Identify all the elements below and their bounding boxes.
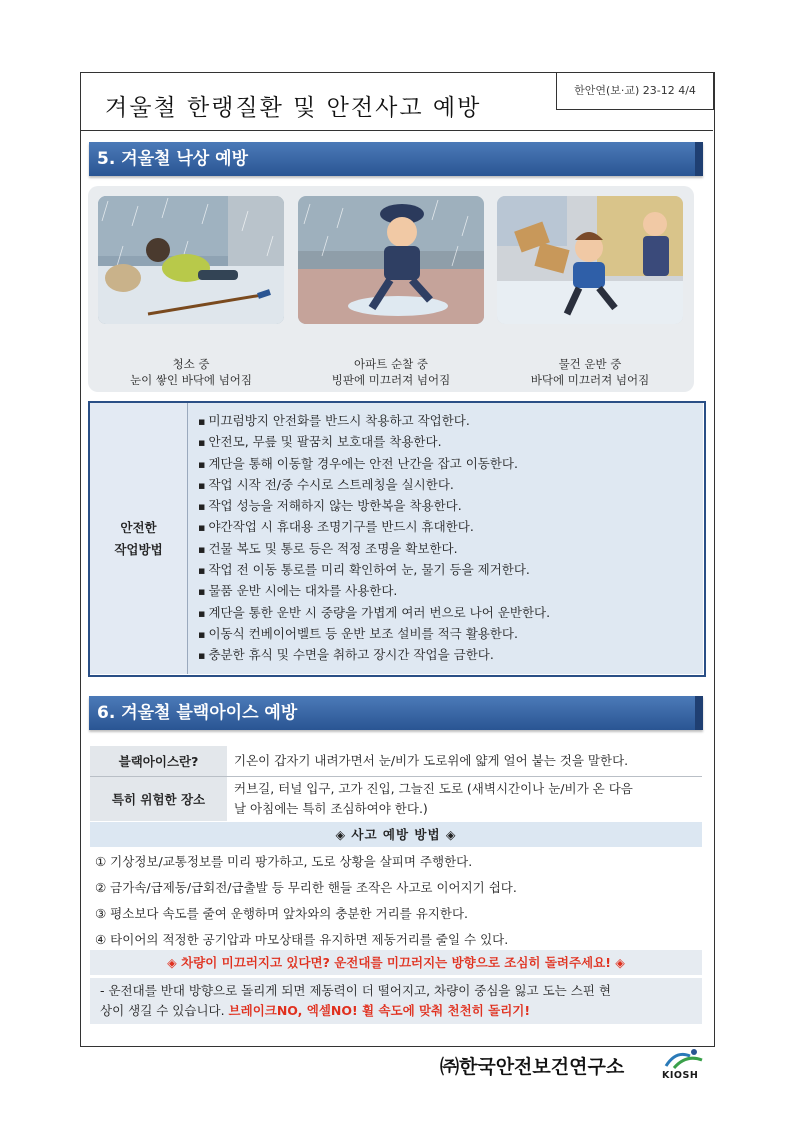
prevention-heading: ◈ 사고 예방 방법 ◈ — [90, 822, 702, 847]
document-code: 한안연(보·교) 23-12 4/4 — [556, 72, 714, 110]
method-item: ▪ 충분한 휴식 및 수면을 취하고 장시간 작업을 금한다. — [198, 644, 703, 665]
page-title: 겨울철 한랭질환 및 안전사고 예방 — [105, 95, 482, 121]
illustration-caption-3 — [490, 356, 690, 388]
danger-zone-label: 특히 위험한 장소 — [90, 777, 227, 821]
section5-header — [89, 142, 703, 176]
safe-work-methods-table — [88, 401, 706, 677]
caption-3-line2: 바닥에 미끄러져 넘어짐 — [530, 373, 650, 387]
caption-2-line2: 빙판에 미끄러져 넘어짐 — [331, 373, 451, 387]
alert-line2-emphasis: 브레이크NO, 엑셀NO! 휠 속도에 맞춰 천천히 돌리기! — [228, 1003, 531, 1018]
organization-name: ㈜한국안전보건연구소 — [440, 1056, 625, 1078]
prevention-item: ④ 타이어의 적정한 공기압과 마모상태를 유지하면 제동거리를 줄일 수 있다. — [95, 932, 509, 947]
caption-1-line2: 눈이 쌓인 바닥에 넘어짐 — [129, 373, 253, 387]
illustration-cleaning-fall — [98, 196, 284, 324]
method-item: ▪ 건물 복도 및 통로 등은 적정 조명을 확보한다. — [198, 538, 703, 559]
prevention-item: ③ 평소보다 속도를 줄여 운행하며 앞차와의 충분한 거리를 유지한다. — [95, 906, 468, 921]
method-item: ▪ 작업 시작 전/중 수시로 스트레칭을 실시한다. — [198, 474, 703, 495]
alert-line2 — [100, 1001, 692, 1021]
danger-zone-line1: 커브길, 터널 입구, 고가 진입, 그늘진 도로 (새벽시간이나 눈/비가 온 다음 — [234, 781, 633, 796]
title-row — [81, 73, 713, 131]
illustration-caption-2 — [291, 356, 491, 388]
logo-text: KIOSH — [662, 1070, 699, 1081]
illustration-patrol-slip — [298, 196, 484, 324]
methods-label-line2: 작업방법 — [114, 541, 163, 557]
method-item: ▪ 작업 성능을 저해하지 않는 방한복을 착용한다. — [198, 495, 703, 516]
method-item: ▪ 계단을 통해 이동할 경우에는 안전 난간을 잡고 이동한다. — [198, 453, 703, 474]
caption-2-line1: 아파트 순찰 중 — [354, 357, 428, 371]
alert-line1: - 운전대를 반대 방향으로 돌리게 되면 제동력이 더 떨어지고, 차량이 중심을 잃고 도는 스핀 현 — [100, 983, 611, 998]
section5-title: 5. 겨울철 낙상 예방 — [97, 149, 248, 169]
section6-header — [89, 696, 703, 730]
method-item: ▪ 작업 전 이동 통로를 미리 확인하여 눈, 물기 등을 제거한다. — [198, 559, 703, 580]
prevention-item: ① 기상정보/교통정보를 미리 팡가하고, 도로 상황을 살피며 주행한다. — [95, 854, 473, 869]
methods-label-line1: 안전한 — [120, 519, 157, 535]
method-item: ▪ 안전모, 무릎 및 팔꿈치 보호대를 착용한다. — [198, 431, 703, 452]
section-bar-accent — [695, 696, 703, 730]
definition-label: 블랙아이스란? — [90, 746, 227, 776]
definition-text: 기온이 갑자기 내려가면서 눈/비가 도로위에 얇게 얼어 붙는 것을 말한다. — [234, 753, 629, 768]
method-item: ▪ 이동식 컨베이어벨트 등 운반 보조 설비를 적극 활용한다. — [198, 623, 703, 644]
illustration-panel — [88, 186, 694, 392]
danger-zone-line2: 날 아침에는 특히 조심하여야 한다.) — [234, 801, 428, 816]
method-item: ▪ 야간작업 시 휴대용 조명기구를 반드시 휴대한다. — [198, 516, 703, 537]
method-item: ▪ 미끄럼방지 안전화를 반드시 착용하고 작업한다. — [198, 410, 703, 431]
method-item: ▪ 계단을 통한 운반 시 중량을 가볍게 여러 번으로 나어 운반한다. — [198, 602, 703, 623]
alert-line2-plain: 상이 생길 수 있습니다. — [100, 1003, 229, 1018]
illustration-caption-1 — [91, 356, 291, 388]
section6-title: 6. 겨울철 블랙아이스 예방 — [97, 703, 298, 723]
caption-3-line1: 물건 운반 중 — [558, 357, 622, 371]
methods-label — [90, 403, 188, 674]
methods-list — [188, 403, 703, 674]
section-bar-accent — [695, 142, 703, 176]
alert-title: ◈ 차량이 미끄러지고 있다면? 운전대를 미끄러지는 방향으로 조심히 돌려주세요! ◈ — [90, 950, 702, 975]
alert-body — [90, 978, 702, 1024]
method-item: ▪ 물품 운반 시에는 대차를 사용한다. — [198, 580, 703, 601]
danger-zone-text — [234, 779, 694, 819]
illustration-carrying-slip — [497, 196, 683, 324]
prevention-item: ② 금가속/급제동/급회전/급출발 등 무리한 핸들 조작은 사고로 이어지기 쉽다. — [95, 880, 517, 895]
caption-1-line1: 청소 중 — [172, 357, 210, 371]
